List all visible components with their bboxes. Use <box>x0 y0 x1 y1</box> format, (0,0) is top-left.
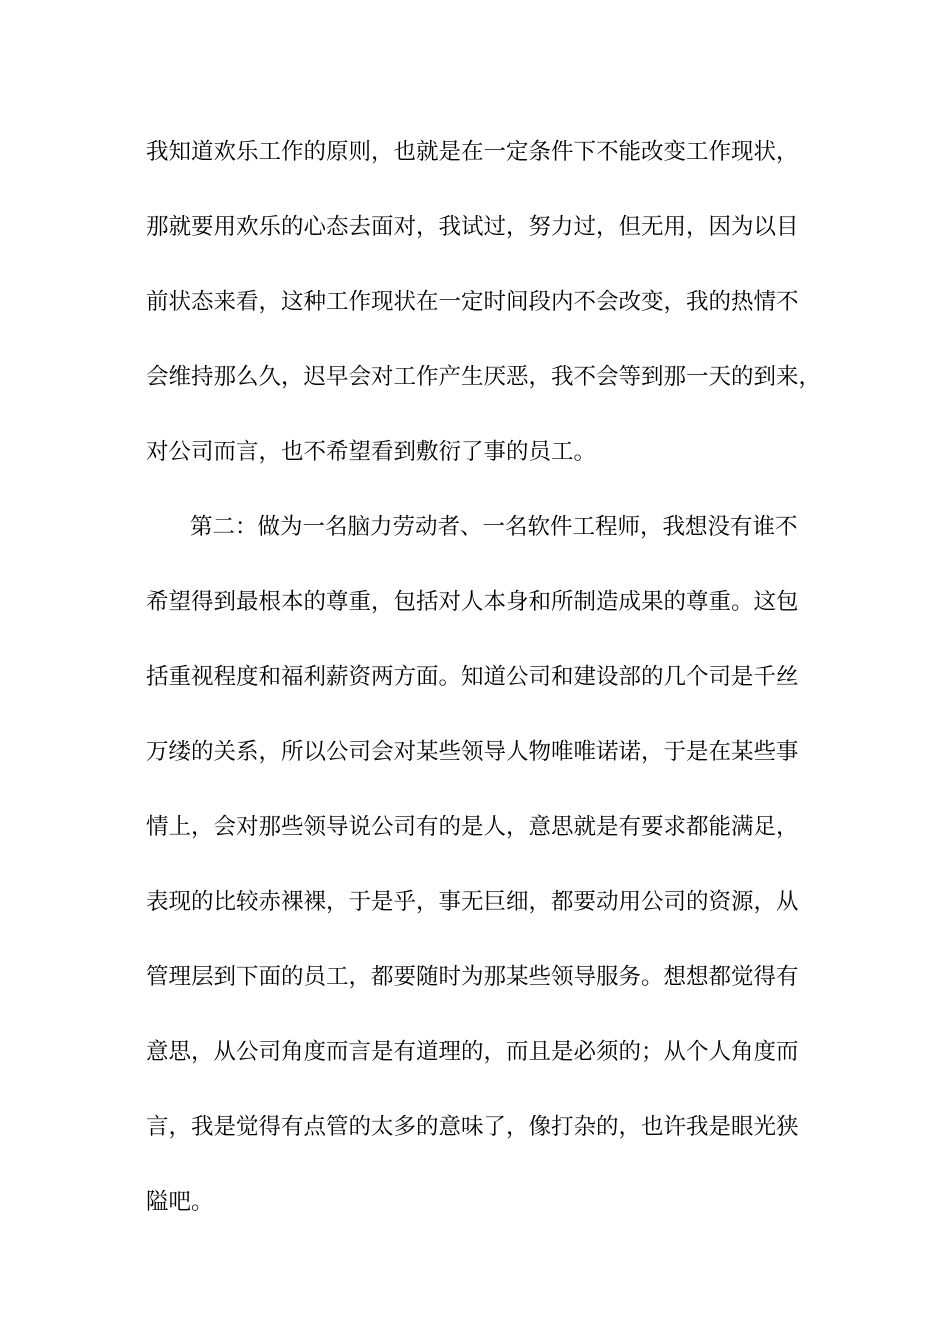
paragraph-line: 希望得到最根本的尊重，包括对人本身和所制造成果的尊重。这包 <box>146 589 799 615</box>
paragraph-line: 意思，从公司角度而言是有道理的，而且是必须的；从个人角度而 <box>146 1039 799 1065</box>
paragraph-line: 表现的比较赤裸裸，于是乎，事无巨细，都要动用公司的资源，从 <box>146 889 799 915</box>
paragraph-line: 隘吧。 <box>146 1189 214 1215</box>
paragraph-line: 那就要用欢乐的心态去面对，我试过，努力过，但无用，因为以目 <box>146 214 799 240</box>
paragraph-line-indented: 第二：做为一名脑力劳动者、一名软件工程师，我想没有谁不 <box>190 514 798 540</box>
paragraph-line: 情上，会对那些领导说公司有的是人，意思就是有要求都能满足， <box>146 814 799 840</box>
paragraph-line: 管理层到下面的员工，都要随时为那某些领导服务。想想都觉得有 <box>146 964 799 990</box>
paragraph-line: 对公司而言，也不希望看到敷衍了事的员工。 <box>146 439 597 465</box>
paragraph-line: 括重视程度和福利薪资两方面。知道公司和建设部的几个司是千丝 <box>146 664 799 690</box>
paragraph-line: 前状态来看，这种工作现状在一定时间段内不会改变，我的热情不 <box>146 289 799 315</box>
paragraph-line: 万缕的关系，所以公司会对某些领导人物唯唯诺诺，于是在某些事 <box>146 739 799 765</box>
paragraph-line: 言，我是觉得有点管的太多的意味了，像打杂的，也许我是眼光狭 <box>146 1114 799 1140</box>
paragraph-line: 会维持那么久，迟早会对工作产生厌恶，我不会等到那一天的到来， <box>146 364 822 390</box>
paragraph-line: 我知道欢乐工作的原则，也就是在一定条件下不能改变工作现状， <box>146 139 799 165</box>
